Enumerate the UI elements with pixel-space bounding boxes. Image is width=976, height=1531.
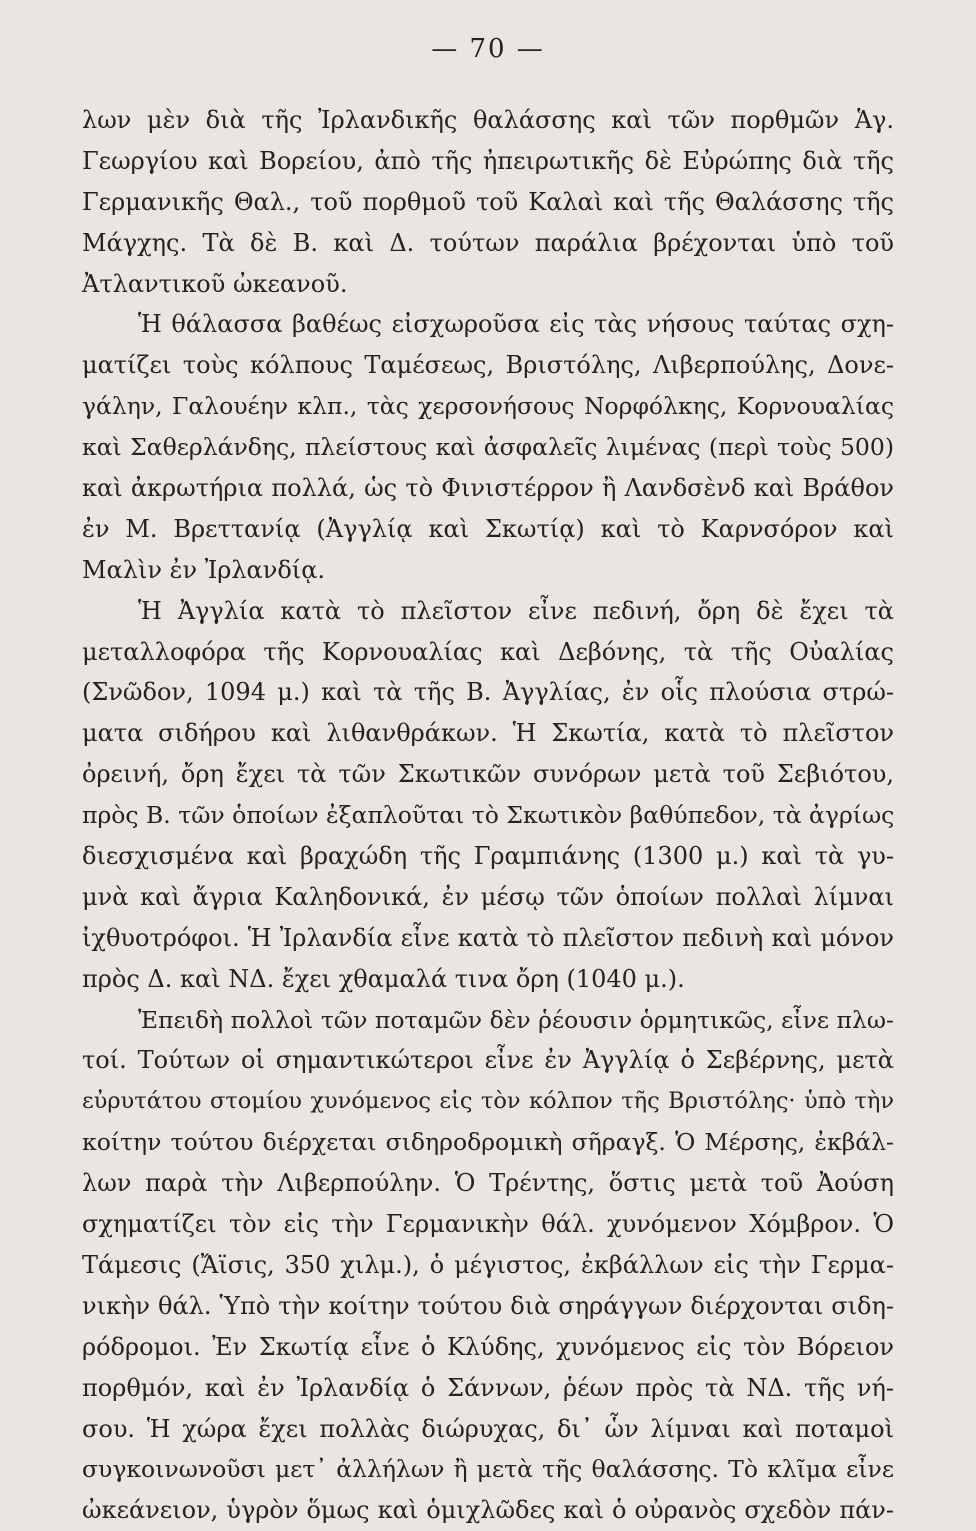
text-line: λων παρὰ τὴν Λιβερπούλην. Ὁ Τρέντης, ὅστις μετὰ τοῦ Ἀούση: [82, 1169, 894, 1198]
text-line: Γεωργίου καὶ Βορείου, ἀπὸ τῆς ἠπειρωτικῆς δὲ Εὐρώπης διὰ τῆς: [82, 146, 894, 175]
text-line: Ἡ θάλασσα βαθέως εἰσχωροῦσα εἰς τὰς νήσους ταύτας σχη-: [138, 310, 894, 339]
text-line: Ἀτλαντικοῦ ὠκεανοῦ.: [82, 269, 348, 298]
text-line: πρὸς Δ. καὶ ΝΔ. ἔχει χθαμαλά τινα ὄρη (1040 μ.).: [82, 964, 685, 993]
text-line: διεσχισμένα καὶ βραχώδη τῆς Γραμπιάνης (1300 μ.) καὶ τὰ γυ-: [82, 842, 894, 871]
text-line: πρὸς Β. τῶν ὁποίων ἐξαπλοῦται τὸ Σκωτικὸν βαθύπεδον, τὰ ἀγρίως: [82, 801, 895, 830]
text-line: Μαλὶν ἐν Ἰρλανδίᾳ.: [82, 555, 326, 584]
text-line: τοί. Τούτων οἱ σημαντικώτεροι εἶνε ἐν Ἀγγλίᾳ ὁ Σεβέρνης, μετὰ: [82, 1046, 894, 1075]
text-line: μνὰ καὶ ἄγρια Καληδονικά, ἐν μέσῳ τῶν ὁποίων πολλαὶ λίμναι: [82, 882, 894, 911]
text-line: (Σνῶδον, 1094 μ.) καὶ τὰ τῆς Β. Ἀγγλίας, ἐν οἷς πλούσια στρώ-: [82, 678, 894, 707]
text-line: πορθμόν, καὶ ἐν Ἰρλανδίᾳ ὁ Σάννων, ῥέων πρὸς τὰ ΝΔ. τῆς νή-: [82, 1373, 894, 1402]
text-line: κοίτην τούτου διέρχεται σιδηροδρομικὴ σῆραγξ. Ὁ Μέρσης, ἐκβάλ-: [82, 1128, 894, 1157]
text-line: Ἡ Ἀγγλία κατὰ τὸ πλεῖστον εἶνε πεδινή, ὄρη δὲ ἔχει τὰ: [138, 596, 894, 625]
text-line: σχηματίζει τὸν εἰς τὴν Γερμανικὴν θάλ. χυνόμενον Χόμβρον. Ὁ: [82, 1210, 894, 1239]
text-line: καὶ Σαθερλάνδης, πλείστους καὶ ἀσφαλεῖς λιμένας (περὶ τοὺς 500): [82, 433, 894, 462]
text-line: εὐρυτάτου στομίου χυνόμενος εἰς τὸν κόλπον τῆς Βριστόλης· ὑπὸ τὴν: [82, 1088, 894, 1115]
text-line: Γερμανικῆς Θαλ., τοῦ πορθμοῦ τοῦ Καλαὶ καὶ τῆς Θαλάσσης τῆς: [82, 187, 894, 216]
text-line: ρόδρομοι. Ἐν Σκωτίᾳ εἶνε ὁ Κλύδης, χυνόμενος εἰς τὸν Βόρειον: [82, 1332, 894, 1361]
body-text: [82, 100, 894, 1531]
text-line: λων μὲν διὰ τῆς Ἰρλανδικῆς θαλάσσης καὶ τῶν πορθμῶν Ἁγ.: [82, 106, 894, 134]
text-line: γάλην, Γαλουέην κλπ., τὰς χερσονήσους Νορφόλκης, Κορνουαλίας: [82, 392, 894, 421]
text-line: ἐν Μ. Βρεττανίᾳ (Ἀγγλίᾳ καὶ Σκωτίᾳ) καὶ τὸ Καρνσόρον καὶ: [82, 514, 894, 543]
text-line: καὶ ἀκρωτήρια πολλά, ὡς τὸ Φινιστέρρον ἢ Λανδσὲνδ καὶ Βράθον: [82, 474, 894, 503]
text-line: Ἐπειδὴ πολλοὶ τῶν ποταμῶν δὲν ῥέουσιν ὁρμητικῶς, εἶνε πλω-: [138, 1005, 894, 1034]
text-line: μεταλλοφόρα τῆς Κορνουαλίας καὶ Δεβόνης, τὰ τῆς Οὐαλίας: [82, 637, 894, 666]
text-line: ὀρεινή, ὄρη ἔχει τὰ τῶν Σκωτικῶν συνόρων μετὰ τοῦ Σεβιότου,: [82, 760, 894, 789]
text-line: Τάμεσις (Ἄϊσις, 350 χιλμ.), ὁ μέγιστος, ἐκβάλλων εἰς τὴν Γερμα-: [82, 1250, 894, 1279]
text-line: σου. Ἡ χώρα ἔχει πολλὰς διώρυχας, δι᾽ ὧν λίμναι καὶ ποταμοὶ: [82, 1414, 894, 1443]
text-line: ματα σιδήρου καὶ λιθανθράκων. Ἡ Σκωτία, κατὰ τὸ πλεῖστον: [82, 719, 894, 748]
text-line: Μάγχης. Τὰ δὲ Β. καὶ Δ. τούτων παράλια βρέχονται ὑπὸ τοῦ: [82, 228, 894, 257]
text-line: συγκοινωνοῦσι μετ᾽ ἀλλήλων ἢ μετὰ τῆς θαλάσσης. Τὸ κλῖμα εἶνε: [82, 1455, 894, 1484]
text-line: νικὴν θάλ. Ὑπὸ τὴν κοίτην τούτου διὰ σηράγγων διέρχονται σιδη-: [82, 1291, 894, 1320]
text-line: ὠκεάνειον, ὑγρὸν ὅμως καὶ ὁμιχλῶδες καὶ ὁ οὐρανὸς σχεδὸν πάν-: [82, 1496, 894, 1525]
text-line: ἰχθυοτρόφοι. Ἡ Ἰρλανδία εἶνε κατὰ τὸ πλεῖστον πεδινὴ καὶ μόνον: [82, 923, 894, 952]
text-line: ματίζει τοὺς κόλπους Ταμέσεως, Βριστόλης, Λιβερπούλης, Δονε-: [82, 351, 894, 380]
page-number: — 70 —: [431, 34, 545, 64]
